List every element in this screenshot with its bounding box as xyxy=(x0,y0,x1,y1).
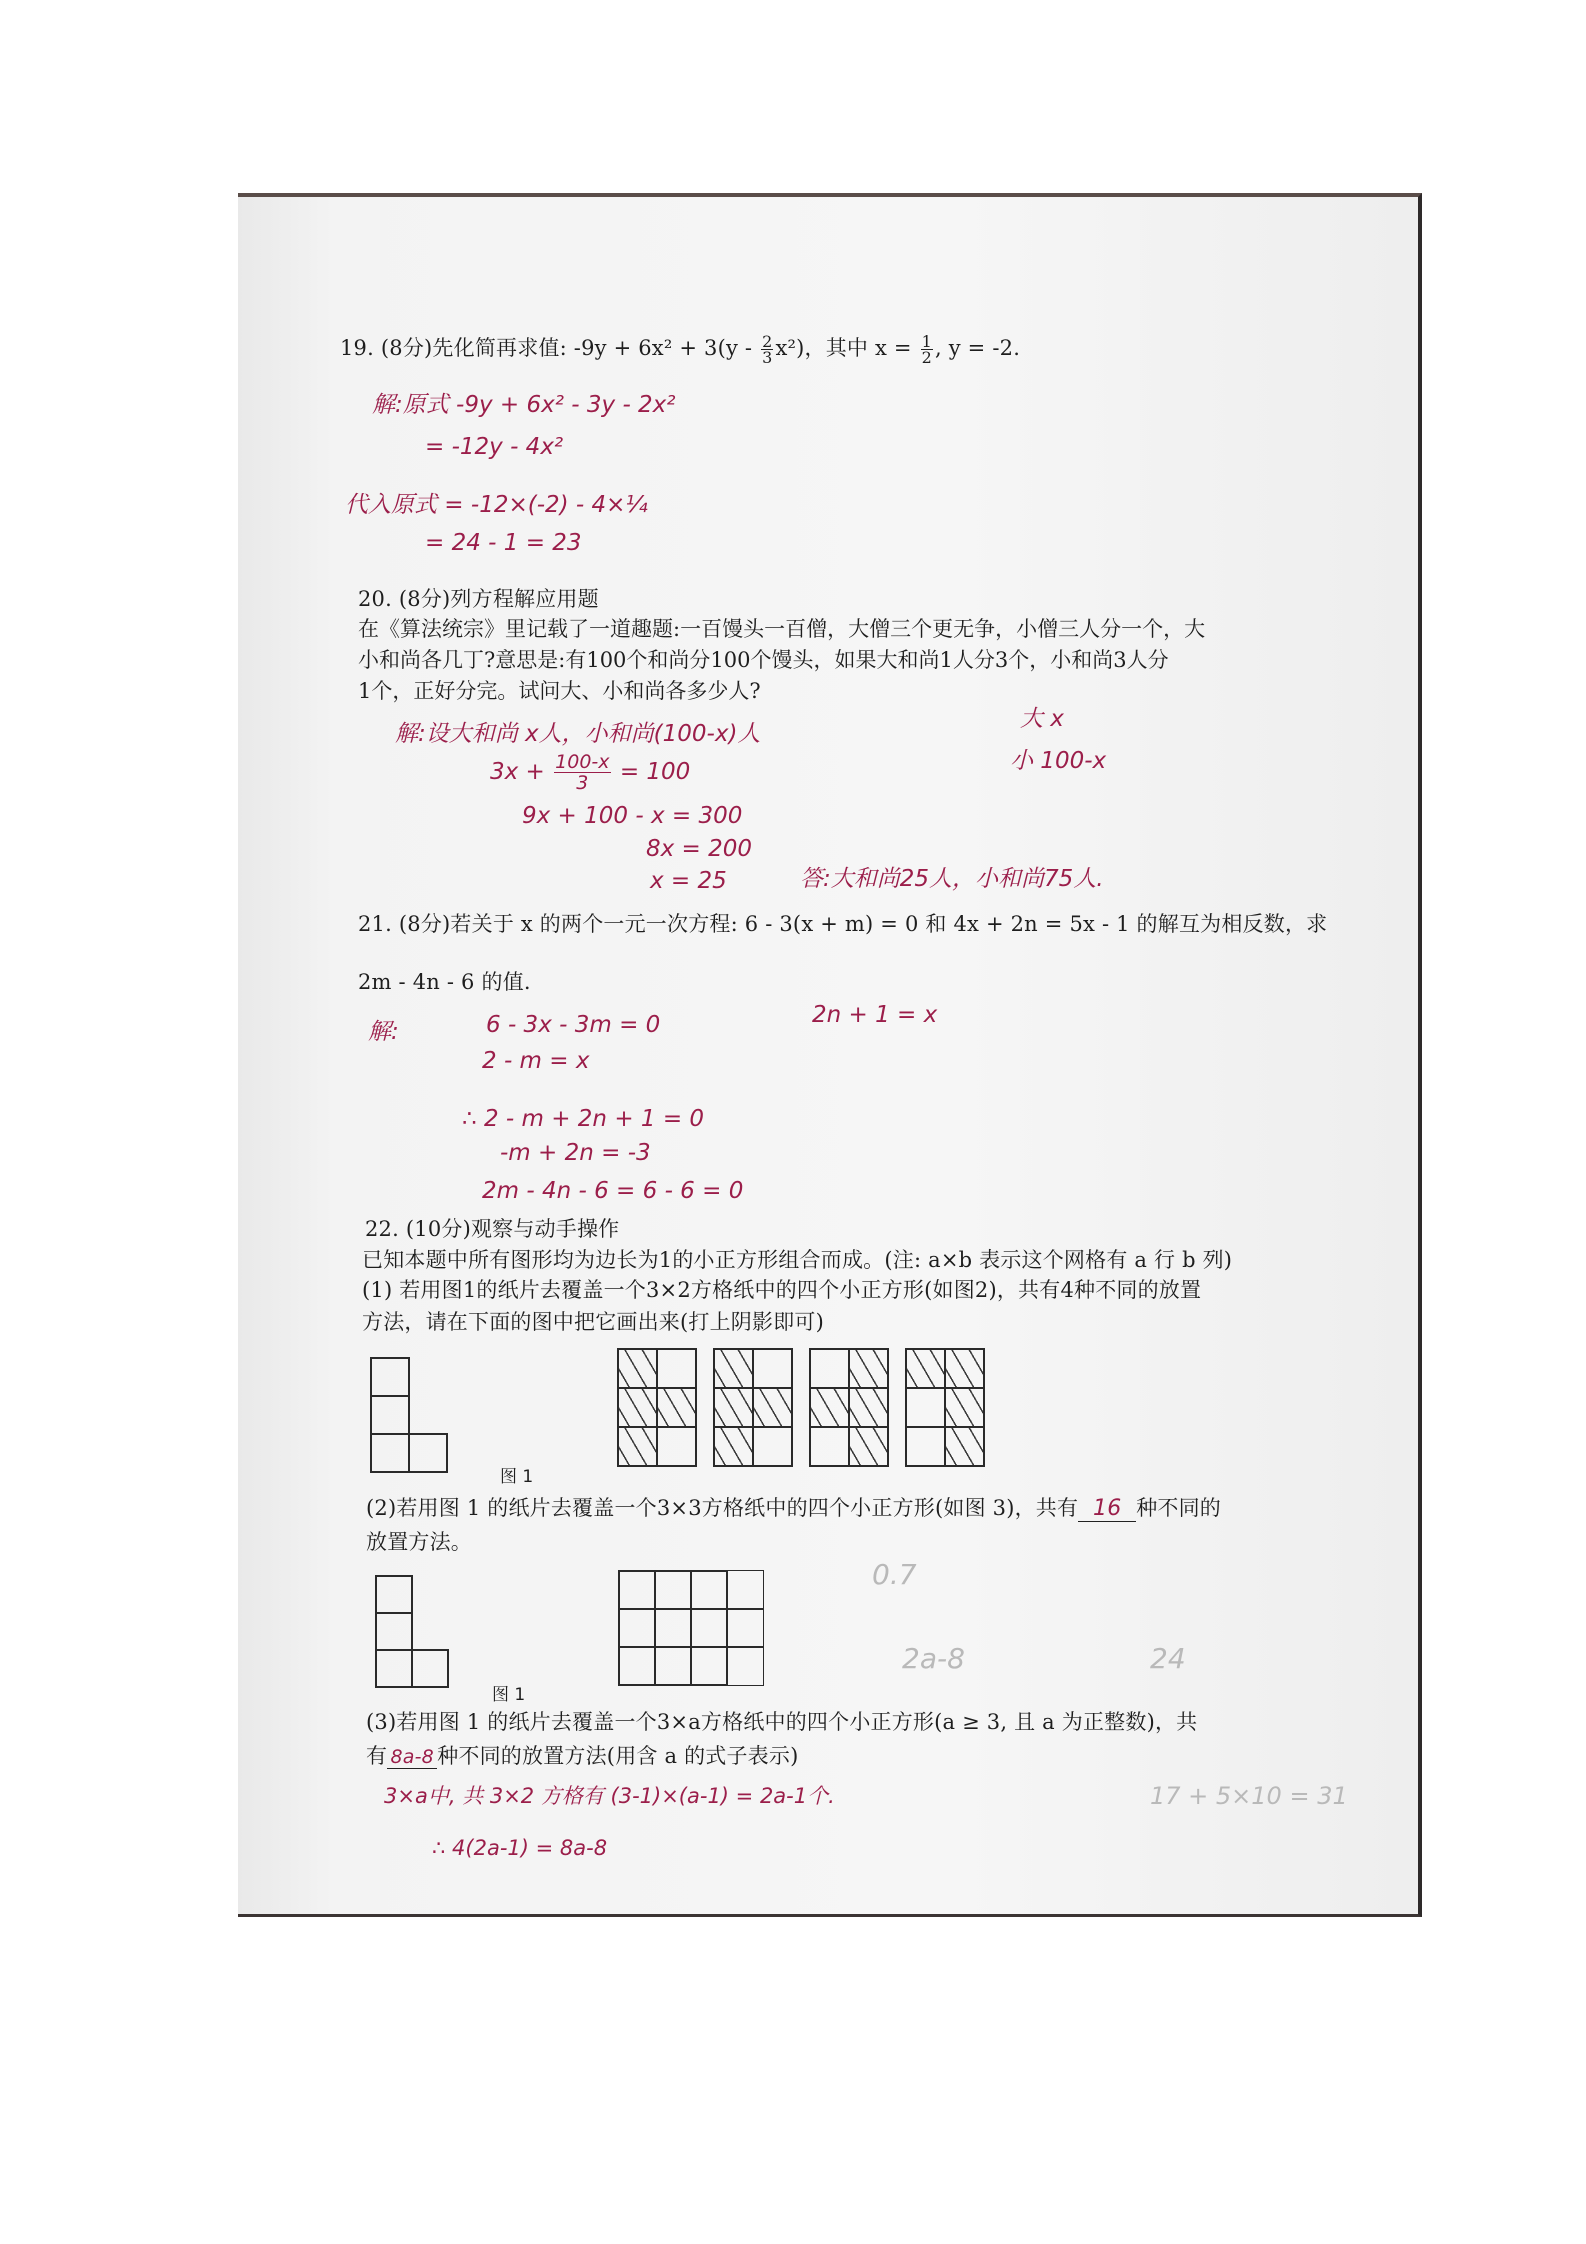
l-shape-cell xyxy=(375,1612,413,1651)
figure-2-grids xyxy=(617,1348,997,1468)
q22-intro: 已知本题中所有图形均为边长为1的小正方形组合而成。(注: a×b 表示这个网格有 a 行 b 列) xyxy=(362,1248,1233,1272)
q22-part2-answer: 16 xyxy=(1078,1496,1136,1522)
grid-cell xyxy=(618,1646,656,1686)
q19-tail: , y = -2. xyxy=(934,336,1021,360)
faint-mark: 17 + 5×10 = 31 xyxy=(1150,1782,1348,1810)
q21-hw-line-4: -m + 2n = -3 xyxy=(500,1140,651,1166)
q21-hw-right: 2n + 1 = x xyxy=(812,1002,938,1028)
grid-cell-shaded xyxy=(713,1387,754,1428)
grid-cell-shaded xyxy=(809,1387,850,1428)
q19-hw-line-2: = -12y - 4x² xyxy=(425,434,564,460)
q21-hw-line-3: ∴ 2 - m + 2n + 1 = 0 xyxy=(462,1106,705,1132)
grid-cell-shaded xyxy=(944,1348,985,1389)
q20-hw-side-1: 大 x xyxy=(1020,706,1064,732)
q20-hw-eq-4: x = 25 xyxy=(650,868,727,894)
l-shape-cell xyxy=(375,1649,413,1688)
grid-cell-shaded xyxy=(656,1387,697,1428)
q20-line-3: 1个，正好分完。试问大、小和尚各多少人? xyxy=(358,679,761,703)
q21-hw-line-5: 2m - 4n - 6 = 6 - 6 = 0 xyxy=(482,1178,744,1204)
figure-1b-caption: 图 1 xyxy=(492,1685,526,1705)
q20-hw-let: 解:设大和尚 x人，小和尚(100-x)人 xyxy=(395,721,761,747)
grid-cell-drawn xyxy=(726,1570,764,1610)
grid-cell xyxy=(690,1646,728,1686)
q20-hw-eq-1: 3x + $\frac{100-x}{3}$ = 100 xyxy=(490,751,691,794)
grid-cell xyxy=(809,1348,850,1389)
q22-hw-line-1: 3×a中, 共 3×2 方格有 (3-1)×(a-1) = 2a-1个. xyxy=(384,1784,835,1808)
q19-hw-line-1: 解:原式 -9y + 6x² - 3y - 2x² xyxy=(372,392,676,418)
grid-cell xyxy=(752,1348,793,1389)
q19-x-fraction: $\frac{1}{2}$ xyxy=(921,332,932,367)
grid-cell-shaded xyxy=(848,1348,889,1389)
grid-cell-drawn xyxy=(726,1646,764,1686)
q21-line-2: 2m - 4n - 6 的值. xyxy=(358,970,531,994)
grid-cell xyxy=(656,1348,697,1389)
grid-cell-shaded xyxy=(905,1348,946,1389)
grid-cell-shaded xyxy=(713,1426,754,1467)
q21-line-1: 21. (8分)若关于 x 的两个一元一次方程: 6 - 3(x + m) = 0 和 4x + 2n = 5x - 1 的解互为相反数，求 xyxy=(358,912,1328,936)
l-shape-cell xyxy=(408,1433,448,1473)
q22-hw-line-2: ∴ 4(2a-1) = 8a-8 xyxy=(432,1836,608,1860)
q22-part3-line-2: 有 8a-8 种不同的放置方法(用含 a 的式子表示) xyxy=(366,1744,799,1768)
grid-cell xyxy=(809,1426,850,1467)
grid-cell xyxy=(654,1570,692,1610)
grid-cell-shaded xyxy=(617,1387,658,1428)
grid-cell xyxy=(905,1387,946,1428)
q19-hw-line-4: = 24 - 1 = 23 xyxy=(425,530,582,556)
grid-cell-shaded xyxy=(713,1348,754,1389)
q20-line-2: 小和尚各几丁?意思是:有100个和尚分100个馒头，如果大和尚1人分3个，小和尚3人分 xyxy=(358,648,1169,672)
grid-cell xyxy=(618,1570,656,1610)
q22-part1-line-1: (1) 若用图1的纸片去覆盖一个3×2方格纸中的四个小正方形(如图2)，共有4种不同的放置 xyxy=(362,1278,1202,1302)
q20-hw-answer: 答:大和尚25人，小和尚75人. xyxy=(800,866,1104,892)
grid-cell-drawn xyxy=(726,1608,764,1648)
figure-1b-l-shape xyxy=(375,1575,475,1695)
l-shape-cell xyxy=(370,1357,410,1397)
q19-head: 19. (8分)先化简再求值: -9y + 6x² + 3(y - xyxy=(340,336,760,360)
grid-cell-shaded xyxy=(617,1426,658,1467)
q20-hw-eq1-fraction: $\frac{100-x}{3}$ xyxy=(555,751,610,794)
q22-part3-answer: 8a-8 xyxy=(387,1746,437,1769)
q19-mid: x²)，其中 x = xyxy=(775,336,919,360)
grid-cell-shaded xyxy=(617,1348,658,1389)
q21-hw-line-2: 2 - m = x xyxy=(482,1048,590,1074)
l-shape-cell xyxy=(370,1395,410,1435)
grid-cell xyxy=(905,1426,946,1467)
l-shape-cell xyxy=(411,1649,449,1688)
q22-part3-line-1: (3)若用图 1 的纸片去覆盖一个3×a方格纸中的四个小正方形(a ≥ 3, 且 a 为正整数)，共 xyxy=(366,1710,1198,1734)
q21-hw-label: 解: xyxy=(368,1019,399,1045)
l-shape-cell xyxy=(370,1433,410,1473)
grid-cell-shaded xyxy=(752,1387,793,1428)
grid-cell-shaded xyxy=(848,1426,889,1467)
grid-cell xyxy=(752,1426,793,1467)
grid-cell xyxy=(654,1646,692,1686)
figure-1-l-shape xyxy=(370,1357,470,1477)
l-shape-cell xyxy=(375,1575,413,1614)
faint-mark: 2a-8 xyxy=(902,1642,965,1675)
grid-cell xyxy=(690,1570,728,1610)
q19-hw-line-3: 代入原式 = -12×(-2) - 4×¼ xyxy=(345,492,648,518)
grid-cell-shaded xyxy=(848,1387,889,1428)
q22-part2-line-1: (2)若用图 1 的纸片去覆盖一个3×3方格纸中的四个小正方形(如图 3)，共有 16 种不同的 xyxy=(366,1496,1222,1521)
q22-part2-line-2: 放置方法。 xyxy=(366,1530,472,1554)
q20-hw-eq-3: 8x = 200 xyxy=(646,836,753,862)
q20-body xyxy=(358,614,1205,707)
q22-part1-line-2: 方法，请在下面的图中把它画出来(打上阴影即可) xyxy=(362,1310,824,1334)
faint-mark: 24 xyxy=(1150,1642,1186,1675)
question-19 xyxy=(340,332,1020,365)
grid-cell-shaded xyxy=(944,1387,985,1428)
q21-hw-line-1: 6 - 3x - 3m = 0 xyxy=(486,1012,661,1038)
grid-cell xyxy=(690,1608,728,1648)
grid-cell xyxy=(618,1608,656,1648)
q20-hw-eq-2: 9x + 100 - x = 300 xyxy=(522,803,743,829)
grid-cell xyxy=(656,1426,697,1467)
faint-mark: 0.7 xyxy=(872,1558,917,1591)
q20-line-1: 在《算法统宗》里记载了一道趣题:一百馒头一百僧，大僧三个更无争，小僧三人分一个，大 xyxy=(358,617,1206,641)
grid-cell xyxy=(654,1608,692,1648)
q20-title: 20. (8分)列方程解应用题 xyxy=(358,587,599,611)
q20-hw-side-2: 小 100-x xyxy=(1010,748,1107,774)
grid-cell-shaded xyxy=(944,1426,985,1467)
figure-1-caption: 图 1 xyxy=(500,1467,534,1487)
q22-title: 22. (10分)观察与动手操作 xyxy=(365,1217,620,1241)
q19-fraction: $\frac{2}{3}$ xyxy=(762,332,773,367)
